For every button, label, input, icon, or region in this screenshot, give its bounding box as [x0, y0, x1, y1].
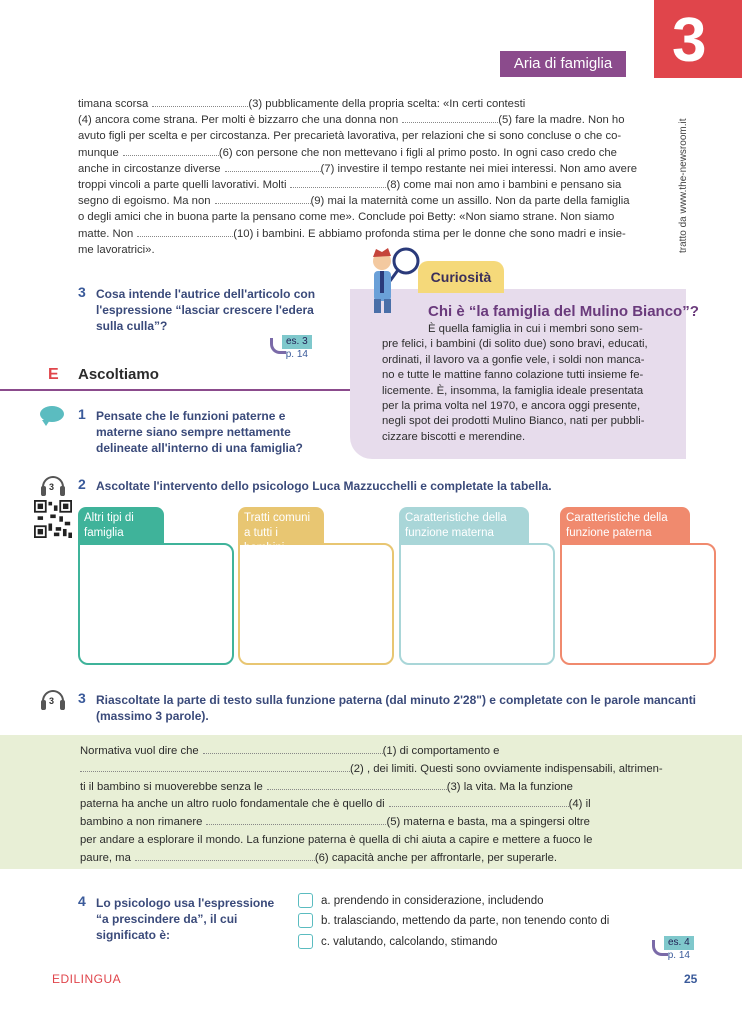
option-a[interactable] — [298, 892, 544, 910]
chapter-title: Aria di famiglia — [500, 51, 626, 77]
blank-gap[interactable] — [402, 113, 498, 123]
line-text: mai la maternità come un assillo. Non da parte della famiglia — [327, 195, 630, 208]
option-label: b. tralasciando, mettendo da parte, non tenendo conto di — [321, 915, 610, 927]
gap-number: (6) — [314, 851, 329, 864]
question-number: 4 — [78, 893, 86, 909]
line-text: me lavoratrici». — [78, 243, 155, 256]
gap-number: (9) — [310, 195, 325, 208]
question-number: 3 — [78, 284, 86, 300]
answer-cell[interactable] — [78, 543, 234, 665]
blank-gap[interactable] — [206, 815, 386, 825]
section-e-header — [0, 366, 350, 390]
curiosita-title: Chi è “la famiglia del Mulino Bianco”? — [428, 303, 699, 320]
source-credit: tratto da www.the-newsroom.it — [678, 118, 689, 253]
gap-number: (2) — [350, 762, 364, 775]
column-header: Altri tipi di famiglia — [78, 507, 164, 545]
table-column — [399, 507, 555, 665]
section-title: Ascoltiamo — [78, 366, 159, 383]
line-text: , dei limiti. Questi sono ovviamente indispensabili, altrimen- — [366, 762, 663, 775]
exercise-ref-page: p. 14 — [285, 349, 308, 360]
text-line — [78, 177, 664, 193]
line-text: matte. Non — [78, 227, 134, 240]
speech-bubble-icon — [40, 406, 64, 422]
line-text: anche in circostanze diverse — [78, 162, 221, 175]
checkbox[interactable] — [298, 934, 313, 949]
blank-gap[interactable] — [80, 762, 350, 772]
table-column — [238, 507, 394, 665]
line-text: troppi vincoli a parte quelli lavorativi. Molti — [78, 179, 287, 192]
line-text: come mai non amo i bambini e pensano sia — [403, 179, 622, 192]
blank-gap[interactable] — [123, 146, 219, 156]
line-text: segno di egoismo. Ma non — [78, 195, 211, 208]
checkbox[interactable] — [298, 893, 313, 908]
line-text: timana scorsa — [78, 98, 149, 110]
curiosita-line: licemente. È, insomma, la famiglia ideale presentata — [382, 384, 644, 397]
line-text: avuto figli per scelta e per circostanza. Per precarietà lavorativa, per relazioni che si sono concluse o che co- — [78, 130, 622, 143]
audio-track-number: 3 — [49, 696, 55, 706]
line-text: munque — [78, 146, 119, 159]
curiosita-line: pre felici, i bambini (di solito due) sono bravi, educati, — [382, 338, 648, 351]
section-divider — [0, 389, 350, 391]
curiosita-line: cizzare biscotti e merendine. — [382, 430, 526, 443]
table-column — [560, 507, 716, 665]
section-letter: E — [48, 366, 59, 383]
text-line — [80, 779, 662, 797]
line-text: Normativa vuol dire che — [80, 745, 199, 757]
line-text: capacità anche per affrontarle, per superarle. — [331, 851, 558, 864]
question-number: 1 — [78, 406, 86, 422]
curiosita-line: negli spot dei prodotti Mulino Bianco, nati per pubbli- — [382, 415, 645, 428]
option-label: a. prendendo in considerazione, includendo — [321, 895, 544, 907]
gap-number: (5) — [498, 114, 513, 127]
unit-word: Unità — [636, 33, 655, 76]
column-header: Caratteristiche della funzione materna — [399, 507, 529, 545]
page-number: 25 — [684, 972, 698, 986]
line-text: bambino a non rimanere — [80, 816, 203, 829]
line-text: o degli amici che in buona parte la pensano come me». Conclude poi Betty: «Non siamo strane. Non siamo — [78, 211, 615, 224]
text-line — [80, 814, 662, 832]
answer-cell[interactable] — [560, 543, 716, 665]
gap-number: (3) — [248, 98, 263, 110]
gap-number: (1) — [382, 745, 397, 757]
line-text: la vita. Ma la funzione — [463, 780, 573, 793]
curiosita-line: ordinati, il lavoro va a gonfie vele, i soldi non manca- — [382, 353, 645, 366]
gap-number: (4) — [568, 798, 583, 811]
exercise-ref-4[interactable] — [664, 936, 694, 961]
question-text: Cosa intende l'autrice dell'articolo con l'espressione “lasciar crescere l'edera sulla culla”? — [96, 287, 316, 333]
option-label: c. valutando, calcolando, stimando — [321, 936, 498, 948]
line-text: il — [585, 798, 591, 811]
line-text: con persone che non mettevano i figli al primo posto. In ogni caso credo che — [235, 146, 617, 159]
blank-gap[interactable] — [290, 178, 386, 188]
text-line — [78, 145, 664, 161]
headphones-icon[interactable] — [40, 476, 66, 498]
gap-number: (8) — [386, 179, 401, 192]
unit-word-wrap — [636, 30, 656, 80]
exercise-ref-label: es. 4 — [664, 936, 694, 950]
question-number: 2 — [78, 476, 86, 492]
qr-code-icon[interactable] — [34, 500, 72, 538]
question-text: Riascoltate la parte di testo sulla funzione paterna (dal minuto 2'28") e completate con le parole mancanti (massimo 3 parole). — [96, 693, 697, 723]
text-line — [78, 112, 664, 128]
text-line — [80, 743, 662, 761]
line-text: di comportamento e — [399, 745, 500, 757]
unit-number: 3 — [672, 6, 707, 75]
cloze-text — [80, 743, 662, 868]
blank-gap[interactable] — [137, 227, 233, 237]
line-text: (4) ancora come strana. Per molti è bizzarro che una donna non — [78, 114, 399, 127]
text-line — [78, 96, 664, 112]
option-b[interactable] — [298, 912, 609, 930]
audio-track-number: 3 — [49, 482, 55, 492]
line-text: paterna ha anche un altro ruolo fondamentale che è quello di — [80, 798, 385, 811]
line-text: investire il tempo restante nei miei interessi. Non amo avere — [337, 162, 637, 175]
text-line — [78, 128, 664, 144]
blank-gap[interactable] — [135, 851, 315, 861]
question-text: Ascoltate l'intervento dello psicologo Luca Mazzucchelli e completate la tabella. — [96, 479, 552, 493]
headphones-icon[interactable] — [40, 690, 66, 712]
table-column — [78, 507, 234, 665]
curiosita-line: per la prima volta nel 1970, e ancora oggi presente, — [382, 400, 641, 413]
line-text: i bambini. E abbiamo profonda stima per le donne che sono madri e insie- — [256, 227, 626, 240]
line-text: per andare a esplorare il mondo. La funzione paterna è quella di chi aiuta a capire e mettere a fuoco le — [80, 833, 593, 846]
text-line — [80, 832, 662, 850]
reading-text — [78, 96, 664, 258]
line-text: pubblicamente della propria scelta: «In certi contesti — [265, 98, 526, 110]
source-credit-wrap — [678, 95, 692, 255]
text-line — [78, 226, 664, 242]
option-c[interactable] — [298, 933, 497, 951]
curiosita-line: È quella famiglia in cui i membri sono sem- — [428, 323, 643, 335]
question-text: Pensate che le funzioni paterne e materne siano sempre nettamente delineate all'interno di una famiglia? — [96, 409, 303, 455]
gap-number: (5) — [386, 816, 401, 829]
text-line — [80, 796, 662, 814]
exercise-ref-3[interactable] — [282, 335, 312, 360]
gap-number: (7) — [320, 162, 335, 175]
question-text: Lo psicologo usa l'espressione “a prescindere da”, il cui significato è: — [96, 896, 275, 942]
text-line — [78, 209, 664, 225]
publisher-logo: EDILINGUA — [52, 972, 122, 986]
answer-cell[interactable] — [238, 543, 394, 665]
exercise-ref-label: es. 3 — [282, 335, 312, 349]
thinking-man-illustration-icon — [362, 243, 430, 313]
blank-gap[interactable] — [203, 744, 383, 754]
line-text: ti il bambino si muoverebbe senza le — [80, 780, 263, 793]
blank-gap[interactable] — [267, 780, 447, 790]
question-number: 3 — [78, 690, 86, 706]
text-line — [80, 761, 662, 779]
gap-number: (10) — [233, 227, 254, 240]
checkbox[interactable] — [298, 913, 313, 928]
curiosita-tab: Curiosità — [418, 261, 504, 293]
gap-number: (6) — [218, 146, 233, 159]
line-text: materna e basta, ma a spingersi oltre — [403, 816, 590, 829]
curiosita-line: no e tutte le mattine fanno colazione tutti insieme fe- — [382, 369, 644, 382]
text-line — [78, 193, 664, 209]
line-text: fare la madre. Non ho — [515, 114, 625, 127]
blank-gap[interactable] — [215, 194, 311, 204]
blank-gap[interactable] — [152, 97, 248, 107]
column-header: Tratti comuni a tutti i bambini — [238, 507, 324, 545]
text-line — [80, 850, 662, 868]
blank-gap[interactable] — [225, 162, 321, 172]
text-line — [78, 161, 664, 177]
column-header: Caratteristiche della funzione paterna — [560, 507, 690, 545]
answer-cell[interactable] — [399, 543, 555, 665]
exercise-ref-page: p. 14 — [667, 950, 690, 961]
blank-gap[interactable] — [389, 797, 569, 807]
gap-number: (3) — [446, 780, 461, 793]
curiosita-text — [382, 322, 682, 445]
line-text: paure, ma — [80, 851, 131, 864]
